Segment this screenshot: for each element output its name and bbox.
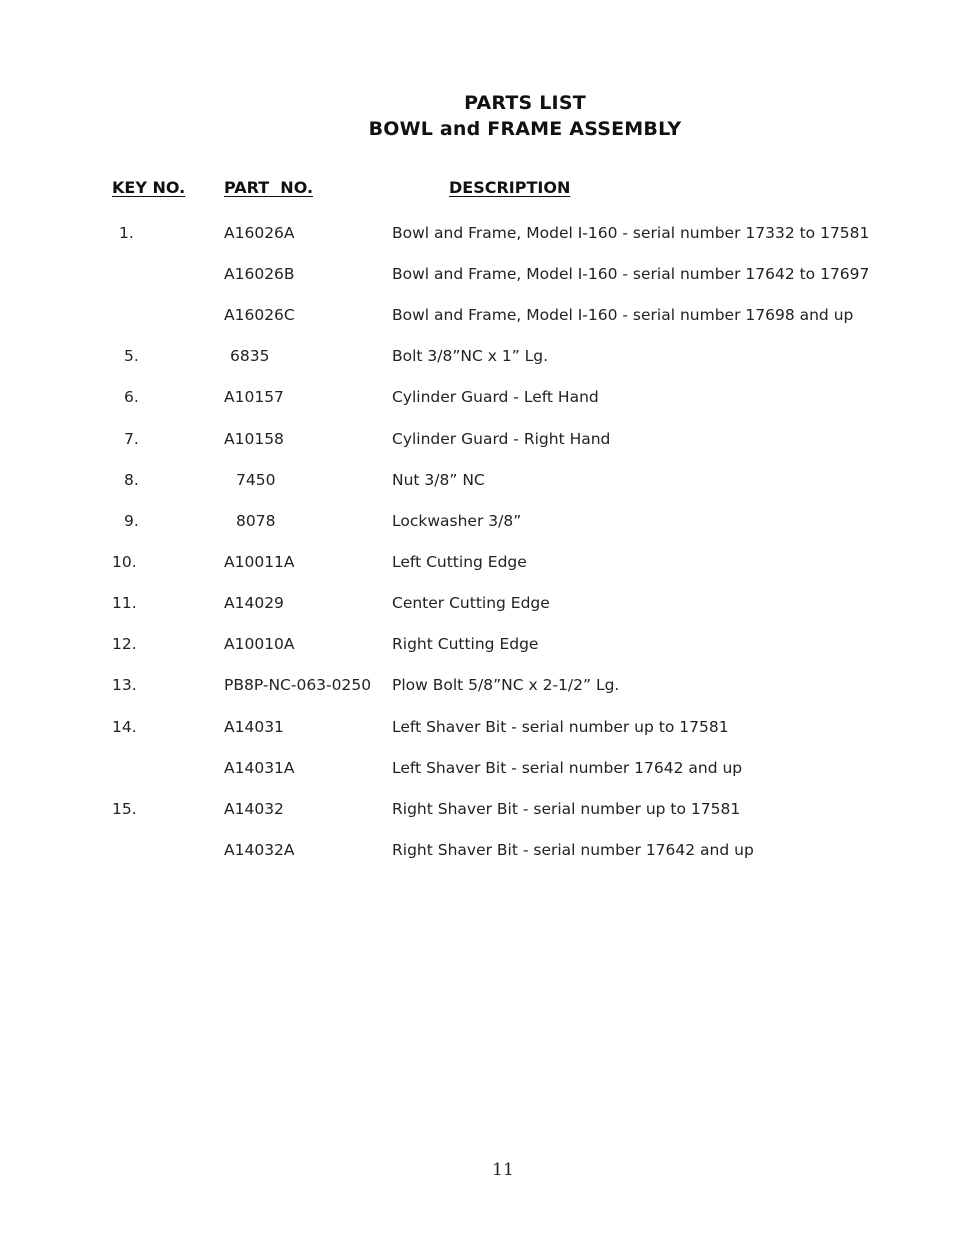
- key-number: 15.: [112, 800, 137, 818]
- key-number: 10.: [112, 553, 137, 571]
- table-row: [0, 759, 954, 783]
- table-row: [0, 800, 954, 824]
- part-description: Right Shaver Bit - serial number up to 17581: [392, 800, 741, 818]
- part-description: Center Cutting Edge: [392, 594, 550, 612]
- table-row: [0, 553, 954, 577]
- table-row: [0, 224, 954, 248]
- table-row: [0, 430, 954, 454]
- part-description: Bowl and Frame, Model I-160 - serial number 17332 to 17581: [392, 224, 870, 242]
- page-subtitle: BOWL and FRAME ASSEMBLY: [368, 118, 682, 140]
- column-header-description: DESCRIPTION: [449, 178, 571, 197]
- part-number: PB8P-NC-063-0250: [224, 676, 372, 694]
- key-number: 9.: [124, 512, 139, 530]
- part-description: Bowl and Frame, Model I-160 - serial number 17642 to 17697: [392, 265, 870, 283]
- key-number: 1.: [119, 224, 134, 242]
- key-number: 14.: [112, 718, 137, 736]
- part-number: A16026C: [224, 306, 295, 324]
- part-description: Left Shaver Bit - serial number up to 17581: [392, 718, 729, 736]
- part-number: 8078: [236, 512, 276, 530]
- table-row: [0, 306, 954, 330]
- table-row: [0, 841, 954, 865]
- part-number: A14031A: [224, 759, 295, 777]
- column-header-key-no: KEY NO.: [112, 178, 186, 197]
- part-number: 7450: [236, 471, 276, 489]
- key-number: 6.: [124, 388, 139, 406]
- part-description: Bolt 3/8”NC x 1” Lg.: [392, 347, 549, 365]
- part-number: A16026A: [224, 224, 295, 242]
- part-number: A10158: [224, 430, 284, 448]
- part-number: 6835: [230, 347, 270, 365]
- part-description: Nut 3/8” NC: [392, 471, 485, 489]
- table-row: [0, 265, 954, 289]
- part-description: Cylinder Guard - Left Hand: [392, 388, 599, 406]
- table-row: [0, 676, 954, 700]
- key-number: 13.: [112, 676, 137, 694]
- part-number: A16026B: [224, 265, 295, 283]
- page-title: PARTS LIST: [464, 92, 586, 114]
- column-header-part-no: PART NO.: [224, 178, 314, 197]
- part-description: Lockwasher 3/8”: [392, 512, 522, 530]
- page-number: 11: [492, 1160, 514, 1180]
- key-number: 11.: [112, 594, 137, 612]
- key-number: 5.: [124, 347, 139, 365]
- part-description: Right Cutting Edge: [392, 635, 539, 653]
- part-number: A10011A: [224, 553, 295, 571]
- part-description: Left Cutting Edge: [392, 553, 527, 571]
- table-row: [0, 471, 954, 495]
- key-number: 12.: [112, 635, 137, 653]
- table-row: [0, 594, 954, 618]
- part-description: Right Shaver Bit - serial number 17642 and up: [392, 841, 754, 859]
- part-number: A14032A: [224, 841, 295, 859]
- part-number: A14031: [224, 718, 284, 736]
- table-row: [0, 635, 954, 659]
- part-number: A10010A: [224, 635, 295, 653]
- part-number: A14029: [224, 594, 284, 612]
- part-description: Left Shaver Bit - serial number 17642 and up: [392, 759, 743, 777]
- table-row: [0, 718, 954, 742]
- part-description: Plow Bolt 5/8”NC x 2-1/2” Lg.: [392, 676, 620, 694]
- key-number: 8.: [124, 471, 139, 489]
- table-row: [0, 388, 954, 412]
- table-row: [0, 347, 954, 371]
- part-description: Cylinder Guard - Right Hand: [392, 430, 611, 448]
- part-number: A10157: [224, 388, 284, 406]
- table-row: [0, 512, 954, 536]
- part-number: A14032: [224, 800, 284, 818]
- part-description: Bowl and Frame, Model I-160 - serial number 17698 and up: [392, 306, 854, 324]
- key-number: 7.: [124, 430, 139, 448]
